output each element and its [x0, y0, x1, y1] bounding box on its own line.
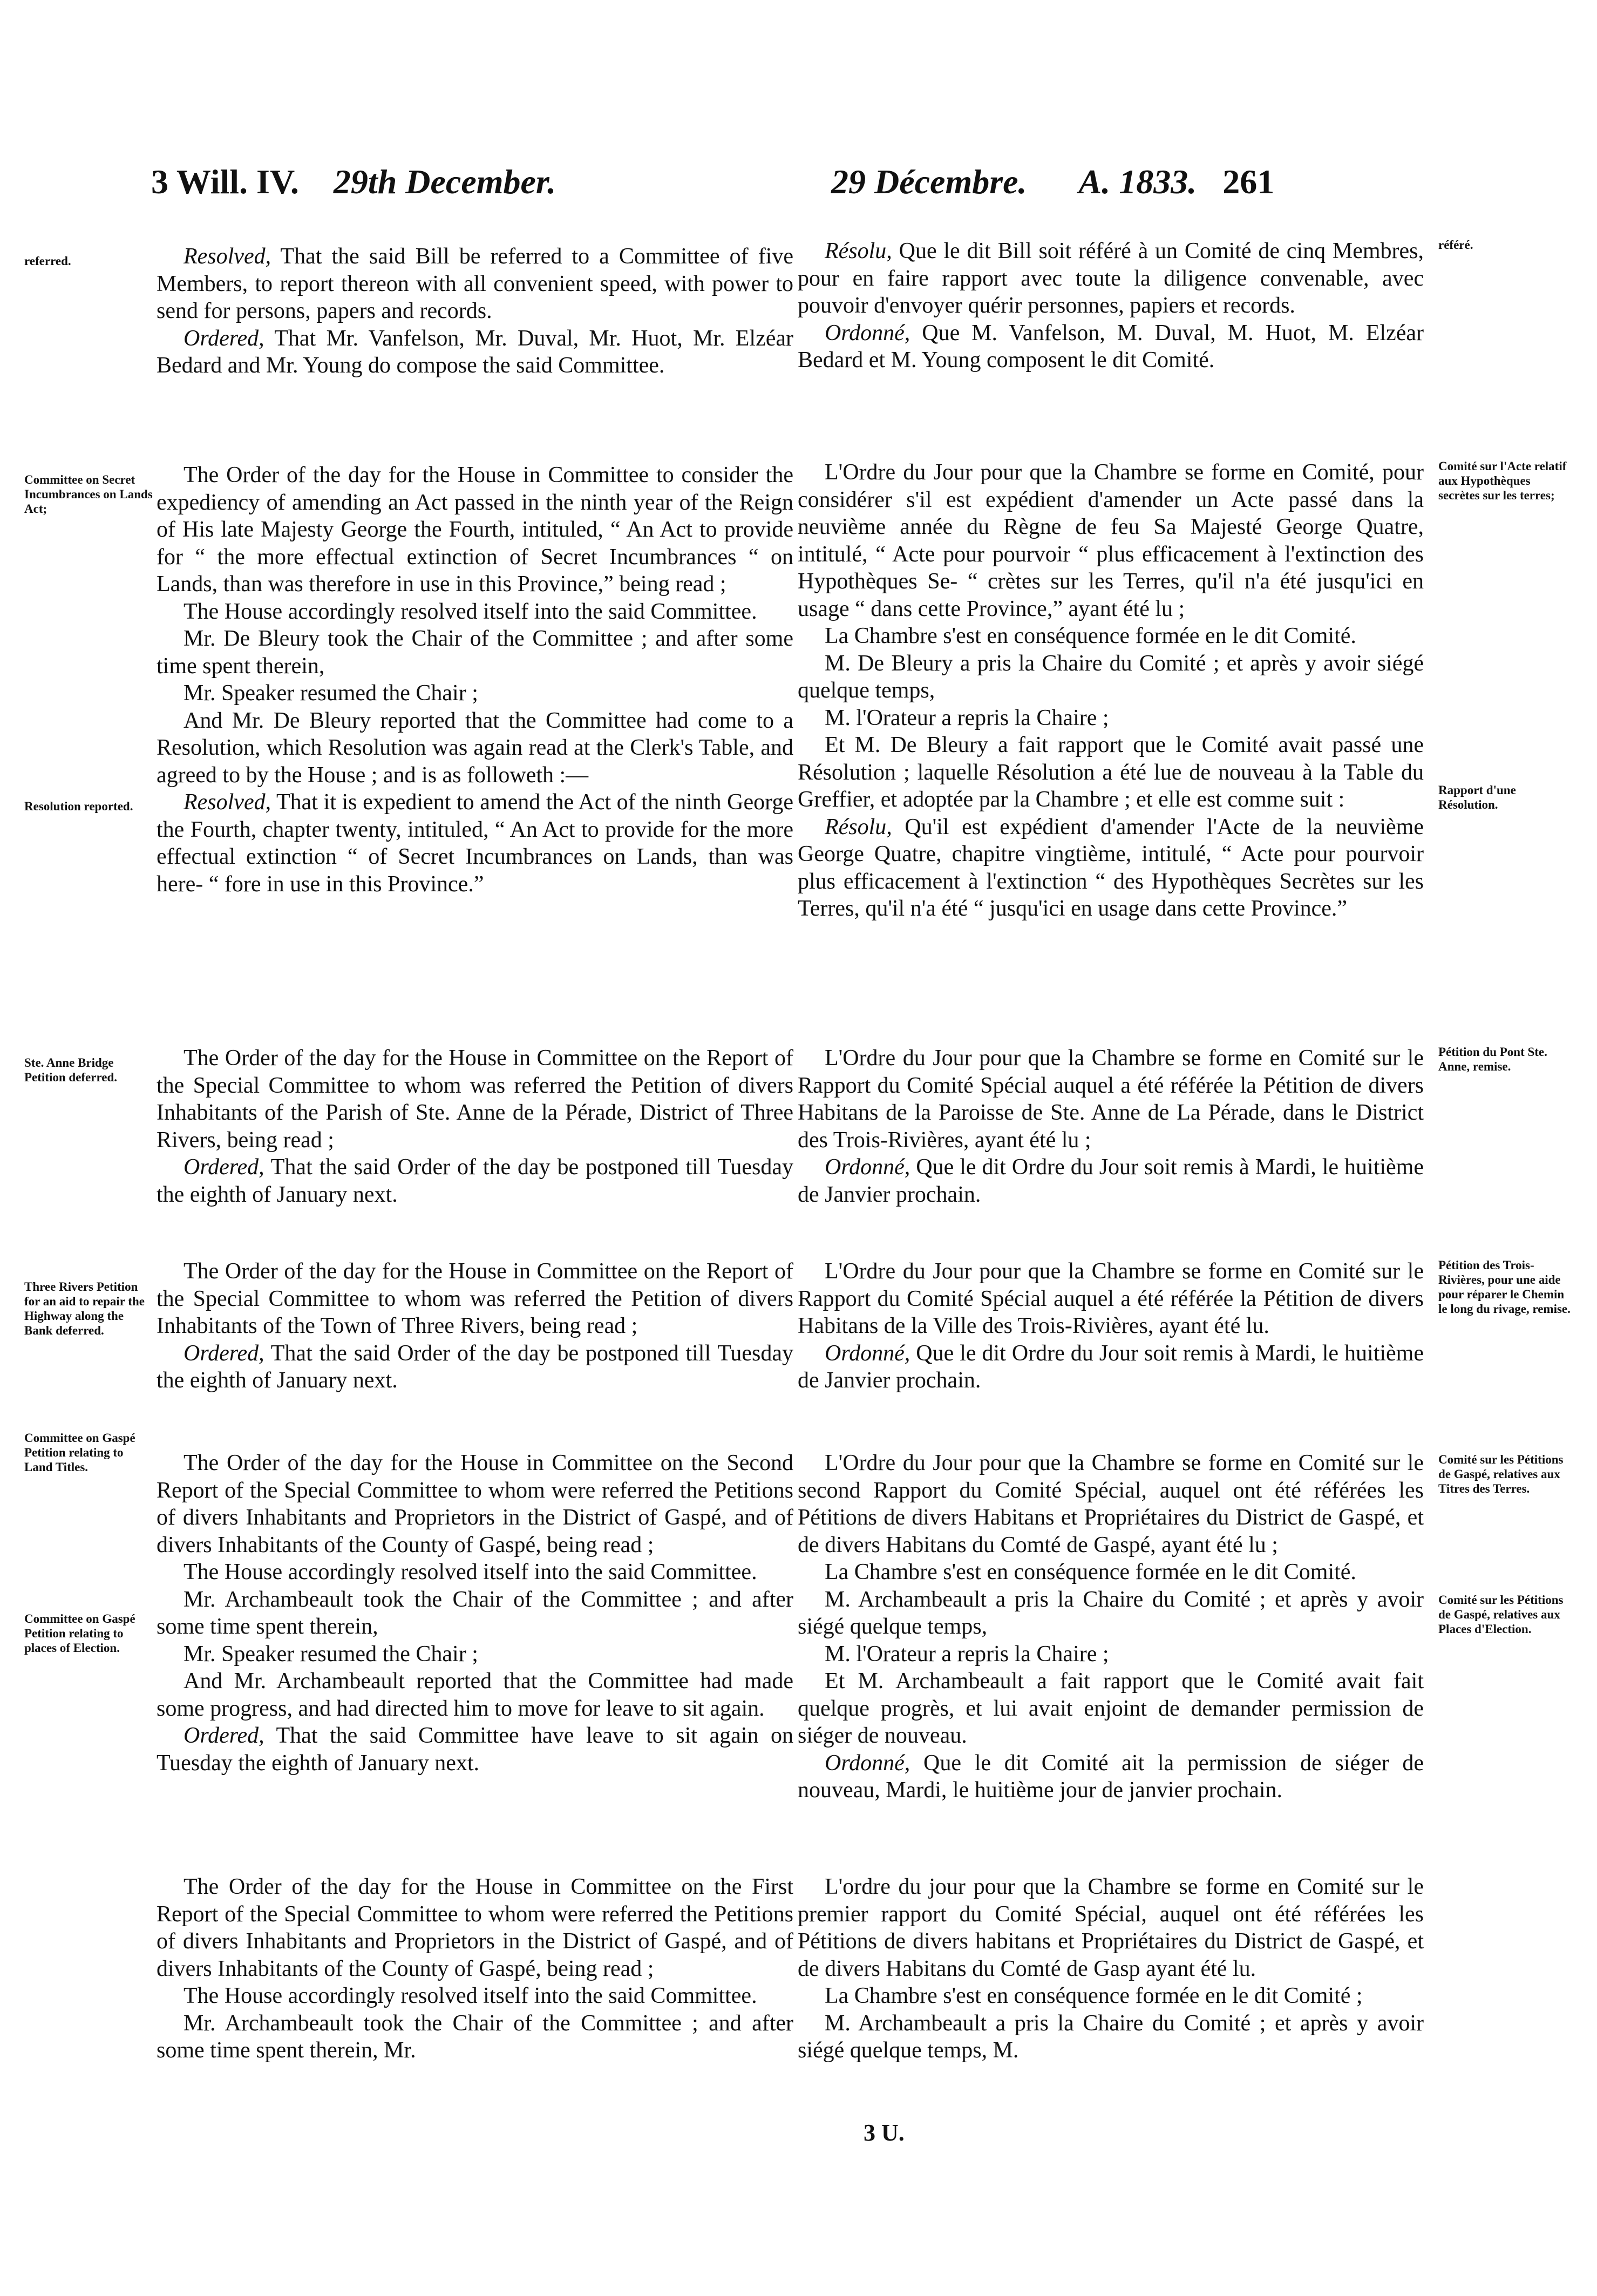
fr-paragraph: L'ordre du jour pour que la Chambre se forme en Comité sur le premier rapport du Comité Spécial, auquel ont été référées les Pétitions de divers habitans et Propriétaires du District de Gaspé, et de divers Habitans du Comté de Gasp ayant été lu.: [798, 1874, 1424, 1981]
en-paragraph: The Order of the day for the House in Committee to consider the expediency of amending an Act passed in the ninth year of the Reign of His late Majesty George the Fourth, intituled, “ An Act to provide for “ the more effectual extinction of Secret Incumbrances “ on Lands, than was therefore in use in this Province,” being read ;: [157, 463, 793, 597]
fr-paragraph: M. Archambeault a pris la Chaire du Comité ; et après y avoir siégé quelque temps, M.: [798, 2010, 1424, 2063]
fr-label: Ordonné,: [825, 1155, 910, 1180]
fr-paragraph: [798, 814, 1424, 923]
header-date-en: 29th December.: [333, 162, 556, 201]
fr-paragraph: [798, 1340, 1424, 1394]
en-paragraph: Mr. Archambeault took the Chair of the Committee ; and after some time spent therein, Mr.: [157, 2010, 793, 2063]
header-left: [151, 162, 556, 202]
en-text: That the said Order of the day be postponed till Tuesday the eighth of January next.: [157, 1340, 793, 1393]
margin-note-right-5: Pétition des Trois-Rivières, pour une aide pour réparer le Chemin le long du rivage, remise.: [1438, 1258, 1571, 1316]
en-paragraph: [157, 1340, 793, 1394]
fr-paragraph: L'Ordre du Jour pour que la Chambre se forme en Comité sur le second Rapport du Comité Spécial, auquel ont été référées les Pétitions de divers Habitans et Propriétaires du District de Gaspé, et de divers Habitans du Comté de Gaspé, ayant été lu ;: [798, 1451, 1424, 1557]
margin-note-left-6: Committee on Gaspé Petition relating to Land Titles.: [24, 1431, 135, 1474]
signature-mark: 3 U.: [864, 2119, 905, 2146]
french-block-3: [798, 1045, 1424, 1208]
fr-text: Que M. Vanfelson, M. Duval, M. Huot, M. Elzéar Bedard et M. Young composent le dit Comité.: [798, 320, 1424, 372]
fr-text: Que le dit Ordre du Jour soit remis à Mardi, le huitième de Janvier prochain.: [798, 1155, 1424, 1207]
fr-paragraph: L'Ordre du Jour pour que la Chambre se forme en Comité sur le Rapport du Comité Spécial auquel a été référée la Pétition de divers Habitans de la Ville des Trois-Rivières, ayant été lu.: [798, 1259, 1424, 1338]
fr-paragraph: [798, 238, 1424, 320]
en-paragraph: The Order of the day for the House in Committee on the Report of the Special Committee to whom was referred the Petition of divers Inhabitants of the Town of Three Rivers, being read ;: [157, 1259, 793, 1338]
header-date-fr: 29 Décembre.: [831, 162, 1027, 201]
en-paragraph: The Order of the day for the House in Committee on the First Report of the Special Committee to whom were referred the Petitions of divers Inhabitants and Proprietors in the District of Gaspé, and of divers Inhabitants of the County of Gaspé, being read ;: [157, 1874, 793, 1981]
fr-paragraph: M. l'Orateur a repris la Chaire ;: [825, 1641, 1109, 1667]
fr-paragraph: [798, 320, 1424, 374]
english-block-2: [157, 462, 793, 898]
english-block-1: [157, 243, 793, 380]
english-block-3: [157, 1045, 793, 1208]
en-paragraph: [157, 789, 793, 898]
en-paragraph: The House accordingly resolved itself into the said Committee.: [184, 1560, 757, 1584]
fr-paragraph: M. De Bleury a pris la Chaire du Comité ; et après y avoir siégé quelque temps,: [798, 651, 1424, 703]
english-block-4: [157, 1258, 793, 1394]
en-label: Ordered,: [184, 326, 264, 351]
margin-note-left-3: Resolution reported.: [24, 800, 133, 813]
fr-text: Que le dit Ordre du Jour soit remis à Mardi, le huitième de Janvier prochain.: [798, 1340, 1424, 1393]
fr-paragraph: Et M. Archambeault a fait rapport que le Comité avait fait quelque progrès, et lui avait enjoint de demander permission de siéger de nouveau.: [798, 1669, 1424, 1748]
fr-paragraph: L'Ordre du Jour pour que la Chambre se forme en Comité, pour considérer s'il est expédient d'amender un Acte passé dans la neuvième année du Règne de feu Sa Majesté George Quatre, intitulé, “ Acte pour pourvoir “ plus efficacement à l'extinction des Hypothèques Se- “ crètes sur les Terres, qu'il n'a été jusqu'ici en usage “ dans cette Province,” ayant été lu ;: [798, 460, 1424, 621]
page-number: 261: [1222, 162, 1275, 201]
en-text: That the said Bill be referred to a Committee of five Members, to report thereon with all convenient speed, with power to send for persons, papers and records.: [157, 244, 793, 323]
margin-note-left-2: Committee on Secret Incumbrances on Lands Act;: [24, 473, 153, 516]
french-block-1: [798, 238, 1424, 374]
french-block-4: [798, 1258, 1424, 1394]
en-paragraph: [157, 1722, 793, 1777]
header-right: [831, 162, 1274, 202]
en-text: That the said Order of the day be postponed till Tuesday the eighth of January next.: [157, 1155, 793, 1207]
margin-note-right-7: Comité sur les Pétitions de Gaspé, relatives aux Places d'Election.: [1438, 1593, 1564, 1636]
en-paragraph: And Mr. De Bleury reported that the Committee had come to a Resolution, which Resolution was again read at the Clerk's Table, and agreed to by the House ; and is as followeth :—: [157, 708, 793, 788]
en-text: That it is expedient to amend the Act of the ninth George the Fourth, chapter twenty, intituled, “ An Act to provide for the more effectual extinction “ of Secret Incumbrances on Lands, than was here- “ fore in use in this Province.”: [157, 790, 793, 897]
margin-note-right-1: référé.: [1438, 238, 1473, 252]
english-block-6: [157, 1873, 793, 2064]
margin-note-left-4: Ste. Anne Bridge Petition deferred.: [24, 1056, 118, 1084]
margin-note-right-3: Rapport d'une Résolution.: [1438, 783, 1516, 811]
en-label: Resolved,: [184, 244, 271, 269]
margin-note-right-6: Comité sur les Pétitions de Gaspé, relatives aux Titres des Terres.: [1438, 1453, 1564, 1495]
french-block-2: [798, 459, 1424, 923]
en-label: Ordered,: [184, 1723, 264, 1748]
fr-text: Que le dit Comité ait la permission de siéger de nouveau, Mardi, le huitième jour de janvier prochain.: [798, 1750, 1424, 1803]
en-paragraph: Mr. Archambeault took the Chair of the Committee ; and after some time spent therein,: [157, 1587, 793, 1639]
fr-label: Ordonné,: [825, 1750, 910, 1776]
en-paragraph: The House accordingly resolved itself into the said Committee.: [184, 1983, 757, 2008]
fr-label: Ordonné,: [825, 1340, 910, 1366]
en-paragraph: The House accordingly resolved itself into the said Committee.: [184, 599, 757, 624]
en-paragraph: [157, 325, 793, 380]
fr-label: Résolu,: [825, 239, 892, 263]
en-paragraph: The Order of the day for the House in Committee on the Second Report of the Special Committee to whom were referred the Petitions of divers Inhabitants and Proprietors in the District of Gaspé, and of divers Inhabitants of the County of Gaspé, being read ;: [157, 1451, 793, 1557]
en-label: Ordered,: [184, 1155, 264, 1180]
french-block-6: [798, 1873, 1424, 2064]
header-reign: 3 Will. IV.: [151, 162, 299, 201]
fr-label: Résolu,: [825, 814, 892, 839]
fr-text: Que le dit Bill soit référé à un Comité de cinq Membres, pour en faire rapport avec toute la diligence convenable, avec pouvoir d'envoyer quérir personnes, papiers et records.: [798, 239, 1424, 318]
fr-paragraph: M. l'Orateur a repris la Chaire ;: [825, 705, 1109, 730]
header-year: A. 1833.: [1078, 162, 1197, 201]
fr-paragraph: La Chambre s'est en conséquence formée en le dit Comité ;: [825, 1983, 1363, 2008]
en-paragraph: The Order of the day for the House in Committee on the Report of the Special Committee to whom was referred the Petition of divers Inhabitants of the Parish of Ste. Anne de la Pérade, District of Three Rivers, being read ;: [157, 1046, 793, 1153]
french-block-5: [798, 1450, 1424, 1804]
fr-label: Ordonné,: [825, 320, 910, 346]
fr-paragraph: Et M. De Bleury a fait rapport que le Comité avait passé une Résolution ; laquelle Résolution a été lue de nouveau à la Table du Greffier, et adoptée par la Chambre ; et elle est comme suit :: [798, 733, 1424, 812]
fr-paragraph: L'Ordre du Jour pour que la Chambre se forme en Comité sur le Rapport du Comité Spécial auquel a été référée la Pétition de divers Habitans de la Paroisse de Ste. Anne de La Pérade, dans le District des Trois-Rivières, ayant été lu ;: [798, 1046, 1424, 1153]
en-paragraph: And Mr. Archambeault reported that the Committee had made some progress, and had directed him to move for leave to sit again.: [157, 1669, 793, 1721]
en-paragraph: Mr. Speaker resumed the Chair ;: [184, 681, 478, 706]
margin-note-right-4: Pétition du Pont Ste. Anne, remise.: [1438, 1045, 1547, 1073]
fr-paragraph: M. Archambeault a pris la Chaire du Comité ; et après y avoir siégé quelque temps,: [798, 1587, 1424, 1639]
margin-note-left-5: Three Rivers Petition for an aid to repair the Highway along the Bank deferred.: [24, 1280, 145, 1337]
en-label: Ordered,: [184, 1340, 264, 1366]
margin-note-left-1: referred.: [24, 254, 71, 268]
fr-text: Qu'il est expédient d'amender l'Acte de la neuvième George Quatre, chapitre vingtième, intitulé, “ Acte pour pourvoir plus efficacement à l'extinction “ des Hypothèques Secrètes sur les Terres, qu'il n'a été “ jusqu'ici en usage dans cette Province.”: [798, 814, 1424, 921]
en-label: Resolved,: [184, 790, 271, 815]
margin-note-right-2: Comité sur l'Acte relatif aux Hypothèques secrètes sur les terres;: [1438, 459, 1567, 502]
en-text: That Mr. Vanfelson, Mr. Duval, Mr. Huot, Mr. Elzéar Bedard and Mr. Young do compose the said Committee.: [157, 326, 793, 378]
en-paragraph: Mr. Speaker resumed the Chair ;: [184, 1641, 478, 1667]
fr-paragraph: [798, 1750, 1424, 1804]
en-paragraph: [157, 243, 793, 325]
fr-paragraph: La Chambre s'est en conséquence formée en le dit Comité.: [825, 1560, 1356, 1584]
en-paragraph: Mr. De Bleury took the Chair of the Committee ; and after some time spent therein,: [157, 626, 793, 679]
en-text: That the said Committee have leave to sit again on Tuesday the eighth of January next.: [157, 1723, 793, 1776]
english-block-5: [157, 1450, 793, 1777]
fr-paragraph: [798, 1154, 1424, 1208]
fr-paragraph: La Chambre s'est en conséquence formée en le dit Comité.: [825, 624, 1356, 648]
en-paragraph: [157, 1154, 793, 1208]
margin-note-left-7: Committee on Gaspé Petition relating to places of Election.: [24, 1612, 135, 1655]
